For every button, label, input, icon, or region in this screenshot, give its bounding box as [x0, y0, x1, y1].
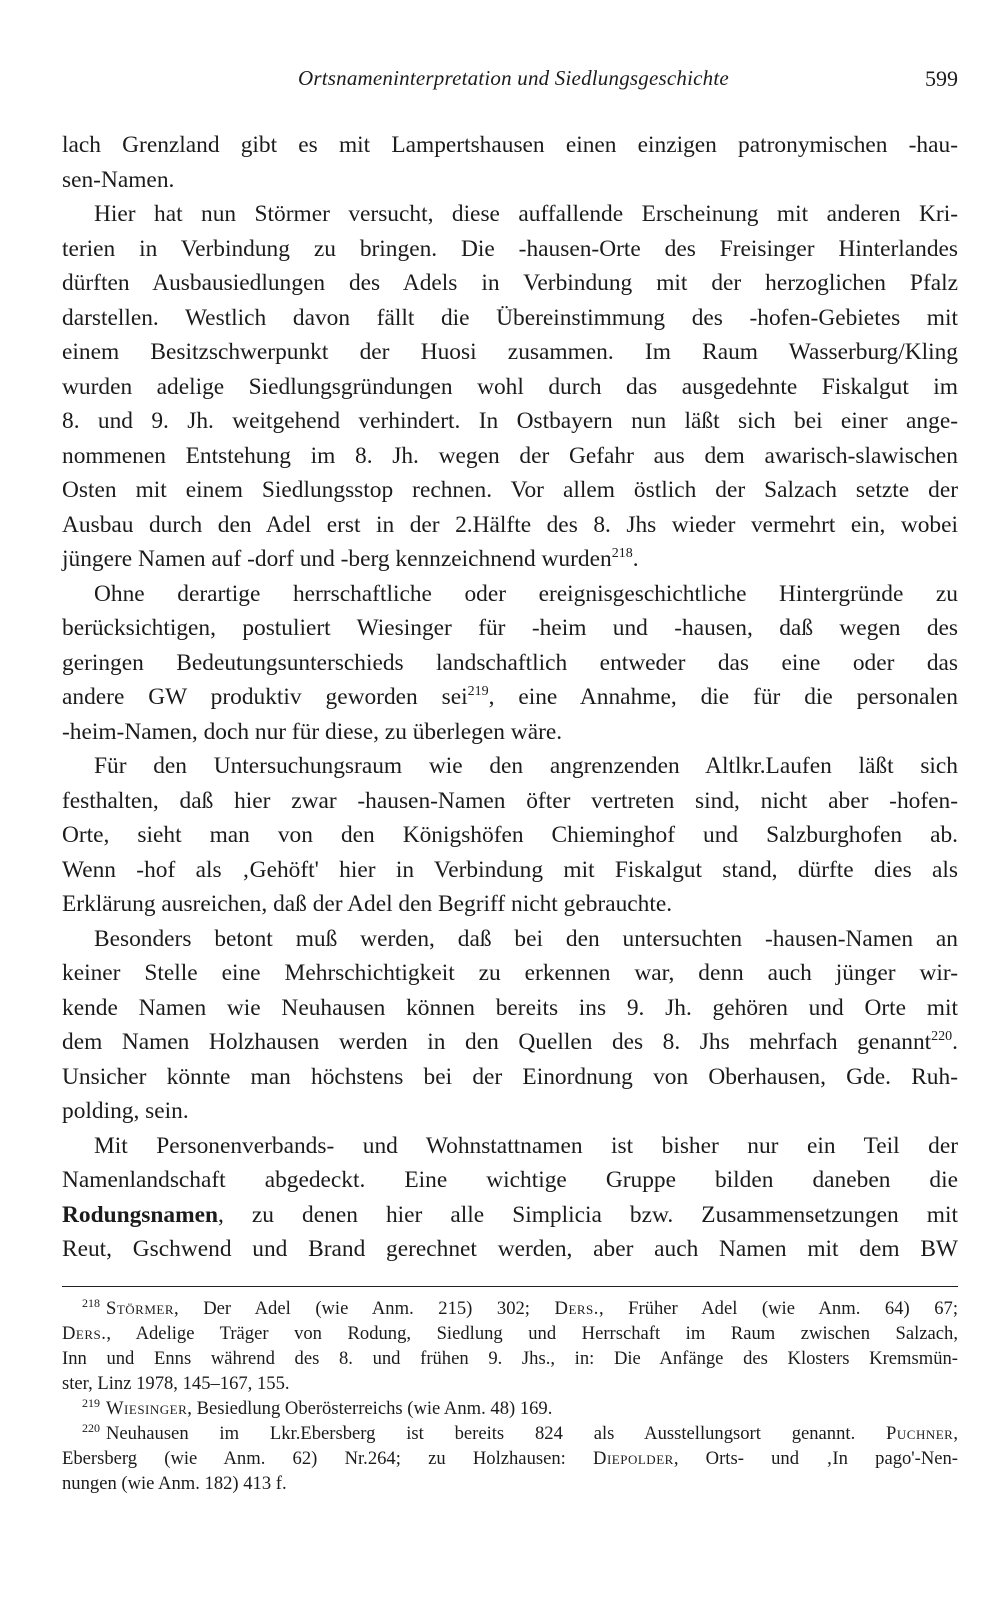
text-line: einem Besitzschwerpunkt der Huosi zusammen. Im Raum Wasserburg/Kling [62, 339, 958, 365]
text-line: polding, sein. [62, 1098, 189, 1124]
author-name: Diepolder [593, 1448, 674, 1469]
text-line: dürften Ausbausiedlungen des Adels in Verbindung mit der herzoglichen Pfalz [62, 270, 958, 296]
line-text: jüngere Namen auf -dorf und -berg kennzeichnend wurden [62, 546, 612, 572]
text-line: Mit Personenverbands- und Wohnstattnamen ist bisher nur ein Teil der [94, 1132, 958, 1159]
author-name: Wiesinger [106, 1398, 188, 1419]
text-line: Ausbau durch den Adel erst in der 2.Hälfte des 8. Jhs wieder vermehrt ein, wobei [62, 511, 958, 538]
footnote-text: , Orts- und ‚In pago'-Nen- [673, 1448, 959, 1469]
footnote-line: ster, Linz 1978, 145–167, 155. [62, 1373, 290, 1394]
text-line: Osten mit einem Siedlungsstop rechnen. Vor allem östlich der Salzach setzte der [62, 477, 958, 503]
footnote-218 [62, 1296, 958, 1321]
text-line: festhalten, daß hier zwar -hausen-Namen öfter vertreten sind, nicht aber -hofen- [62, 787, 958, 814]
text-line: sen-Namen. [62, 166, 175, 193]
footnote-line: nungen (wie Anm. 182) 413 f. [62, 1473, 287, 1494]
footnote-ref-218[interactable]: 218 [611, 546, 633, 561]
running-head [62, 66, 958, 100]
text-line: Erklärung ausreichen, daß der Adel den Begriff nicht gebrauchte. [62, 891, 673, 917]
body-text [62, 128, 958, 1267]
running-title: Ortsnameninterpretation und Siedlungsgeschichte [298, 66, 729, 90]
text-line: Wenn -hof als ‚Gehöft' hier in Verbindung mit Fiskalgut stand, dürfte dies als [62, 856, 958, 883]
bold-term: Rodungsnamen [62, 1201, 218, 1228]
text-line [62, 680, 958, 715]
author-name: Ders. [62, 1323, 107, 1344]
page-number: 599 [925, 66, 958, 91]
line-text: , eine Annahme, die für die personalen [488, 684, 958, 710]
text-line: 8. und 9. Jh. weitgehend verhindert. In Ostbayern nun läßt sich bei einer ange- [62, 408, 958, 434]
author-name: Störmer [106, 1298, 175, 1319]
line-text: , zu denen hier alle Simplicia bzw. Zusammensetzungen mit [218, 1201, 958, 1228]
line-text: dem Namen Holzhausen werden in den Quellen des 8. Jhs mehrfach genannt [62, 1029, 932, 1055]
footnotes [62, 1296, 958, 1496]
text-line: lach Grenzland gibt es mit Lampertshausen einen einzigen patronymischen -hau- [62, 132, 958, 158]
text-line: Ohne derartige herrschaftliche oder ereignisgeschichtliche Hintergründe zu [94, 580, 958, 607]
footnote-text: , Besiedlung Oberösterreichs (wie Anm. 48) 169. [187, 1398, 553, 1419]
footnote-line: Inn und Enns während des 8. und frühen 9. Jhs., in: Die Anfänge des Klosters Kremsmün- [62, 1348, 958, 1369]
text-line: Unsicher könnte man höchstens bei der Einordnung von Oberhausen, Gde. Ruh- [62, 1063, 958, 1090]
footnote-rule [62, 1286, 958, 1287]
footnote-text: , [953, 1423, 958, 1444]
footnote-text: , Adelige Träger von Rodung, Siedlung und Herrschaft im Raum zwischen Salzach, [106, 1323, 958, 1344]
line-end: . [952, 1029, 958, 1055]
line-end: . [632, 546, 639, 572]
footnote-number: 218 [82, 1296, 100, 1310]
footnote-text: , Der Adel (wie Anm. 215) 302; [174, 1298, 555, 1319]
text-line: kende Namen wie Neuhausen können bereits ins 9. Jh. gehören und Orte mit [62, 994, 958, 1021]
text-line: darstellen. Westlich davon fällt die Übereinstimmung des -hofen-Gebietes mit [62, 304, 958, 331]
text-line: Hier hat nun Störmer versucht, diese auffallende Erscheinung mit anderen Kri- [94, 201, 958, 227]
text-line: Reut, Gschwend und Brand gerechnet werden, aber auch Namen mit dem BW [62, 1236, 958, 1262]
line-text: andere GW produktiv geworden sei [62, 684, 468, 710]
footnote-line [62, 1321, 958, 1346]
text-line: Namenlandschaft abgedeckt. Eine wichtige Gruppe bilden daneben die [62, 1167, 958, 1193]
footnote-line [62, 1446, 958, 1471]
text-line: nommenen Entstehung im 8. Jh. wegen der Gefahr aus dem awarisch-slawischen [62, 442, 958, 469]
text-line: terien in Verbindung zu bringen. Die -hausen-Orte des Freisinger Hinterlandes [62, 235, 958, 262]
text-line: Orte, sieht man von den Königshöfen Chieminghof und Salzburghofen ab. [62, 822, 958, 848]
author-name: Puchner [886, 1423, 954, 1444]
text-line: berücksichtigen, postuliert Wiesinger für -heim und -hausen, daß wegen des [62, 615, 958, 641]
footnote-number: 219 [82, 1396, 100, 1410]
text-line: Für den Untersuchungsraum wie den angrenzenden Altlkr.Laufen läßt sich [94, 753, 958, 779]
footnote-ref-219[interactable]: 219 [467, 684, 489, 699]
text-line: keiner Stelle eine Mehrschichtigkeit zu erkennen war, denn auch jünger wir- [62, 960, 958, 986]
footnote-number: 220 [82, 1421, 100, 1435]
text-line [62, 1025, 958, 1060]
author-name: Ders. [554, 1298, 599, 1319]
footnote-ref-220[interactable]: 220 [931, 1029, 953, 1044]
footnote-text: , Früher Adel (wie Anm. 64) 67; [598, 1298, 958, 1319]
text-line [62, 542, 958, 577]
footnote-219 [62, 1396, 958, 1421]
footnote-220 [62, 1421, 958, 1446]
text-line: wurden adelige Siedlungsgründungen wohl durch das ausgedehnte Fiskalgut im [62, 373, 958, 400]
text-line: Besonders betont muß werden, daß bei den untersuchten -hausen-Namen an [94, 925, 958, 952]
footnote-text: Neuhausen im Lkr.Ebersberg ist bereits 824 als Ausstellungsort genannt. [106, 1423, 887, 1444]
text-line: -heim-Namen, doch nur für diese, zu überlegen wäre. [62, 718, 563, 745]
text-line [62, 1198, 958, 1233]
footnote-text: Ebersberg (wie Anm. 62) Nr.264; zu Holzhausen: [62, 1448, 594, 1469]
text-line: geringen Bedeutungsunterschieds landschaftlich entweder das eine oder das [62, 649, 958, 676]
